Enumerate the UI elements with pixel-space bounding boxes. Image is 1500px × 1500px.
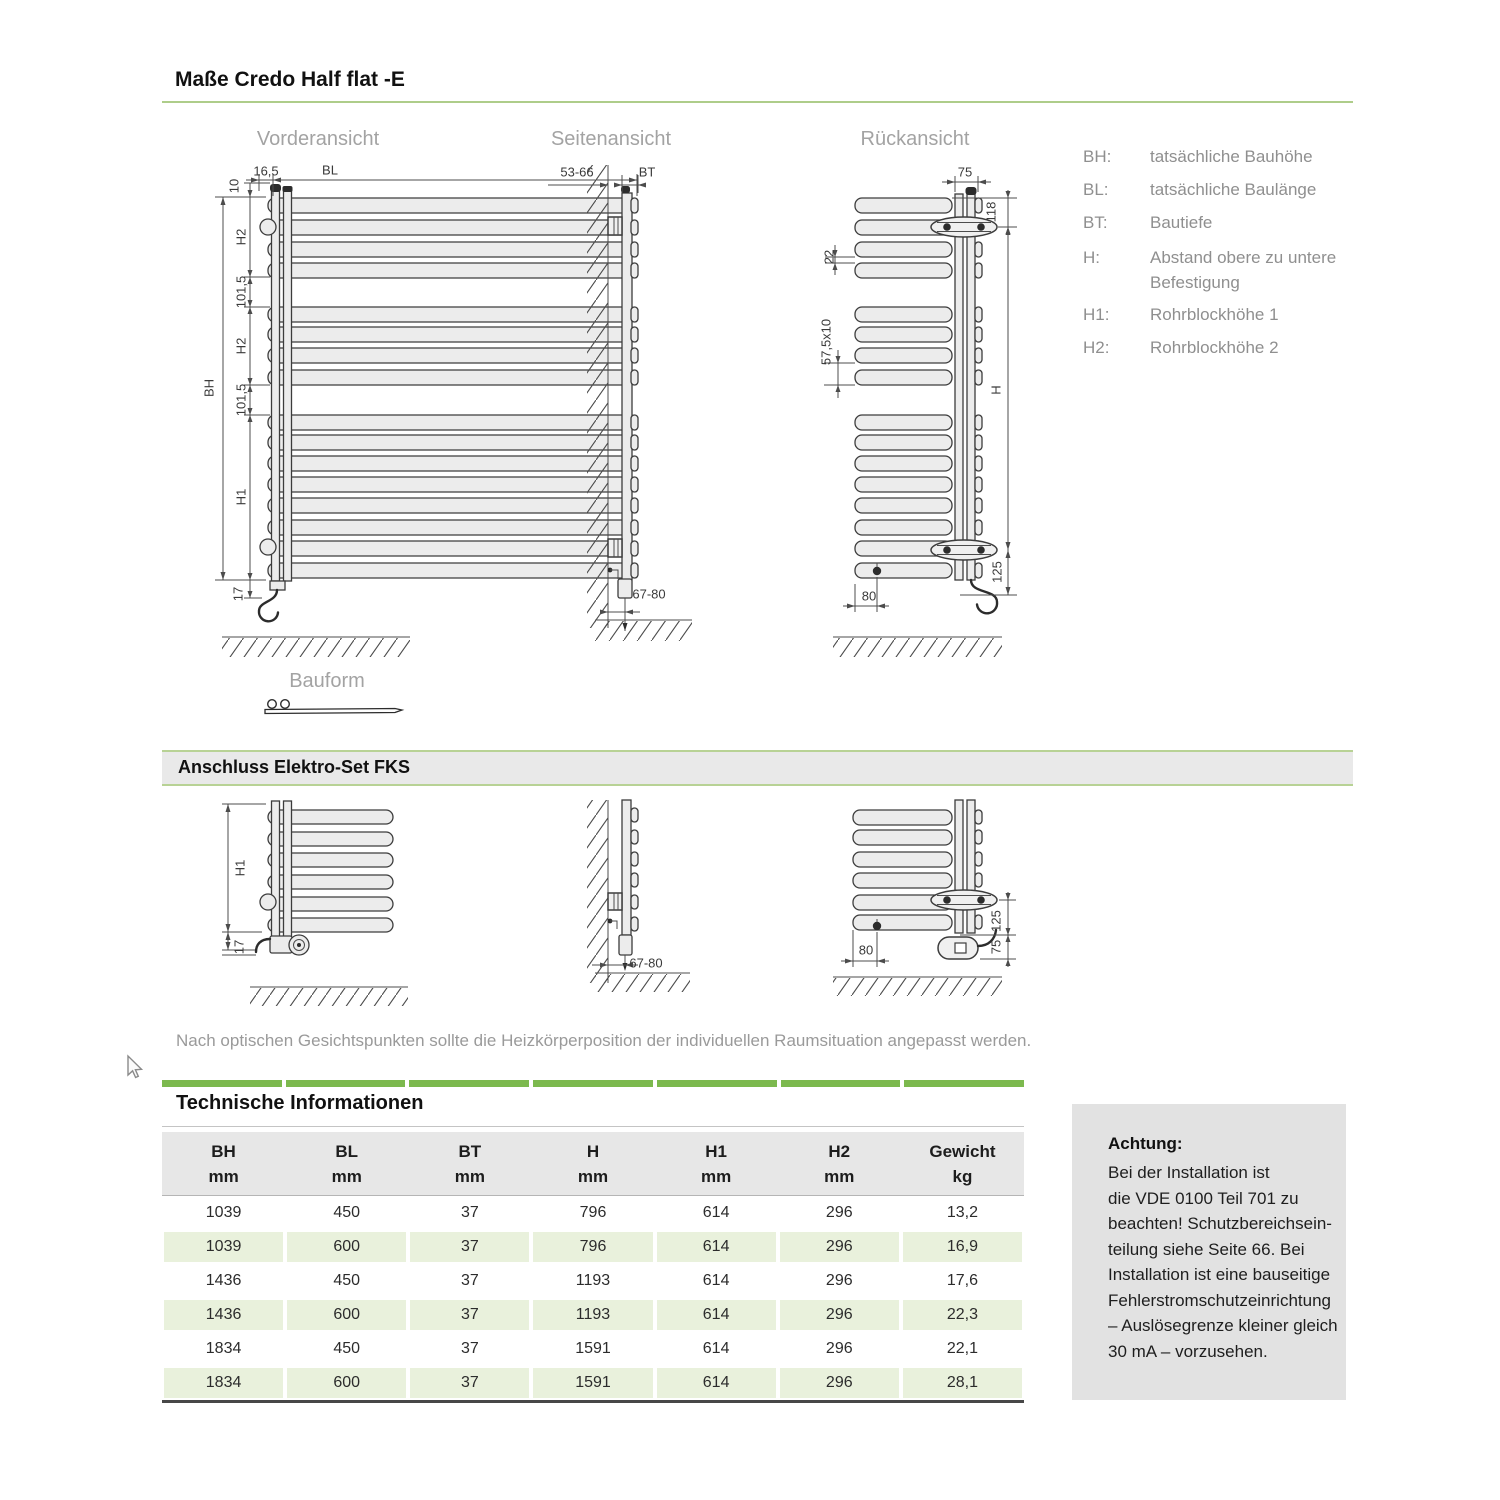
table-row: 1039 450 37 796 614 296 13,2 [205,1204,978,1221]
table-row: 1834 450 37 1591 614 296 22,1 [205,1340,978,1357]
warning-title: Achtung: [1108,1134,1183,1153]
table-row: 1436 450 37 1193 614 296 17,6 [205,1272,978,1289]
table-title-divider [162,1126,1024,1127]
front-dim-h2b: H2 [233,337,249,355]
fks-side-dim-67-80: 67-80 [629,955,663,971]
legend-item-h: H: Abstand obere zu untere Befestigung [1083,248,1337,292]
rear-dim-h: H [988,385,1004,395]
side-dim-67-80: 67-80 [632,586,666,602]
front-dim-101-5a: 101,5 [233,275,249,309]
fks-rear-dim-75: 75 [988,939,1004,955]
bauform-icon [262,696,407,718]
rear-dim-118: 118 [983,201,999,223]
table-header-bt: BT mm [454,1141,485,1186]
title-divider [162,101,1353,103]
rear-view-title: Rückansicht [860,128,970,150]
fks-side-drawing [540,795,700,1010]
front-dim-16-5: 16,5 [253,163,279,179]
fks-front-drawing [200,795,450,1010]
table-header-h1: H1 mm [701,1141,732,1186]
front-dim-bl: BL [322,162,338,178]
rear-dim-125: 125 [989,561,1005,583]
table-header-gewicht: Gewicht kg [929,1141,996,1186]
legend-item-bl: BL: tatsächliche Baulänge [1083,180,1317,199]
side-dim-bt: BT [638,164,656,180]
legend-item-bh: BH: tatsächliche Bauhöhe [1083,147,1313,166]
table-top-accent-bar [162,1080,1024,1087]
legend-item-h1: H1: Rohrblockhöhe 1 [1083,305,1279,324]
table-bottom-border [162,1400,1024,1403]
front-dim-bh: BH [201,378,217,398]
fks-rear-dim-125: 125 [988,910,1004,932]
side-dim-53-66: 53-66 [560,164,594,180]
fks-front-dim-h1: H1 [232,859,248,877]
rear-dim-22: 22 [821,249,837,265]
front-dim-101-5b: 101,5 [233,383,249,417]
table-body [162,1196,1024,1400]
positioning-note: Nach optischen Gesichtspunkten sollte die Heizkörperposition der individuellen Raumsituation angepasst werden. [176,1031,1032,1050]
front-dim-17: 17 [230,586,246,602]
front-dim-h2a: H2 [233,228,249,246]
bauform-label: Bauform [289,670,365,692]
table-header-bh: BH mm [208,1141,239,1186]
legend-item-bt: BT: Bautiefe [1083,213,1213,232]
table-header-h2: H2 mm [824,1141,855,1186]
front-dim-10: 10 [226,178,242,194]
table-row: 1436 600 37 1193 614 296 22,3 [162,1298,1024,1332]
page-title: Maße Credo Half flat -E [175,68,405,91]
front-dim-h1: H1 [233,488,249,506]
fks-section-header [162,750,1353,786]
mouse-cursor-icon [124,1054,144,1080]
table-header-h: H mm [577,1141,609,1186]
rear-dim-75: 75 [957,164,973,180]
fks-rear-drawing [810,795,1040,1010]
rear-view-drawing [810,160,1040,660]
table-header-bl: BL mm [331,1141,362,1186]
fks-rear-dim-80: 80 [858,942,874,958]
fks-section-title: Anschluss Elektro-Set FKS [178,757,411,777]
rear-dim-57-5x10: 57,5x10 [818,318,834,366]
side-view-title: Seitenansicht [550,128,672,150]
side-view-drawing [540,160,700,660]
table-row: 1039 600 37 796 614 296 16,9 [162,1230,1024,1264]
legend-item-h2: H2: Rohrblockhöhe 2 [1083,338,1279,357]
table-row: 1834 600 37 1591 614 296 28,1 [162,1366,1024,1400]
front-view-title: Vorderansicht [256,128,380,150]
table-header-row [162,1132,1024,1196]
table-title: Technische Informationen [176,1092,424,1114]
fks-front-dim-17: 17 [231,939,247,955]
rear-dim-80: 80 [861,588,877,604]
warning-box [1072,1104,1346,1400]
warning-text: Bei der Installation ist die VDE 0100 Teil 701 zu beachten! Schutzbereichsein- teilung siehe Seite 66. Bei Installation ist eine bauseitige Fehlerstromschutzeinrichtung – Auslösegrenze kleiner gleich 30 mA – vorzusehen. [1108,1163,1338,1361]
